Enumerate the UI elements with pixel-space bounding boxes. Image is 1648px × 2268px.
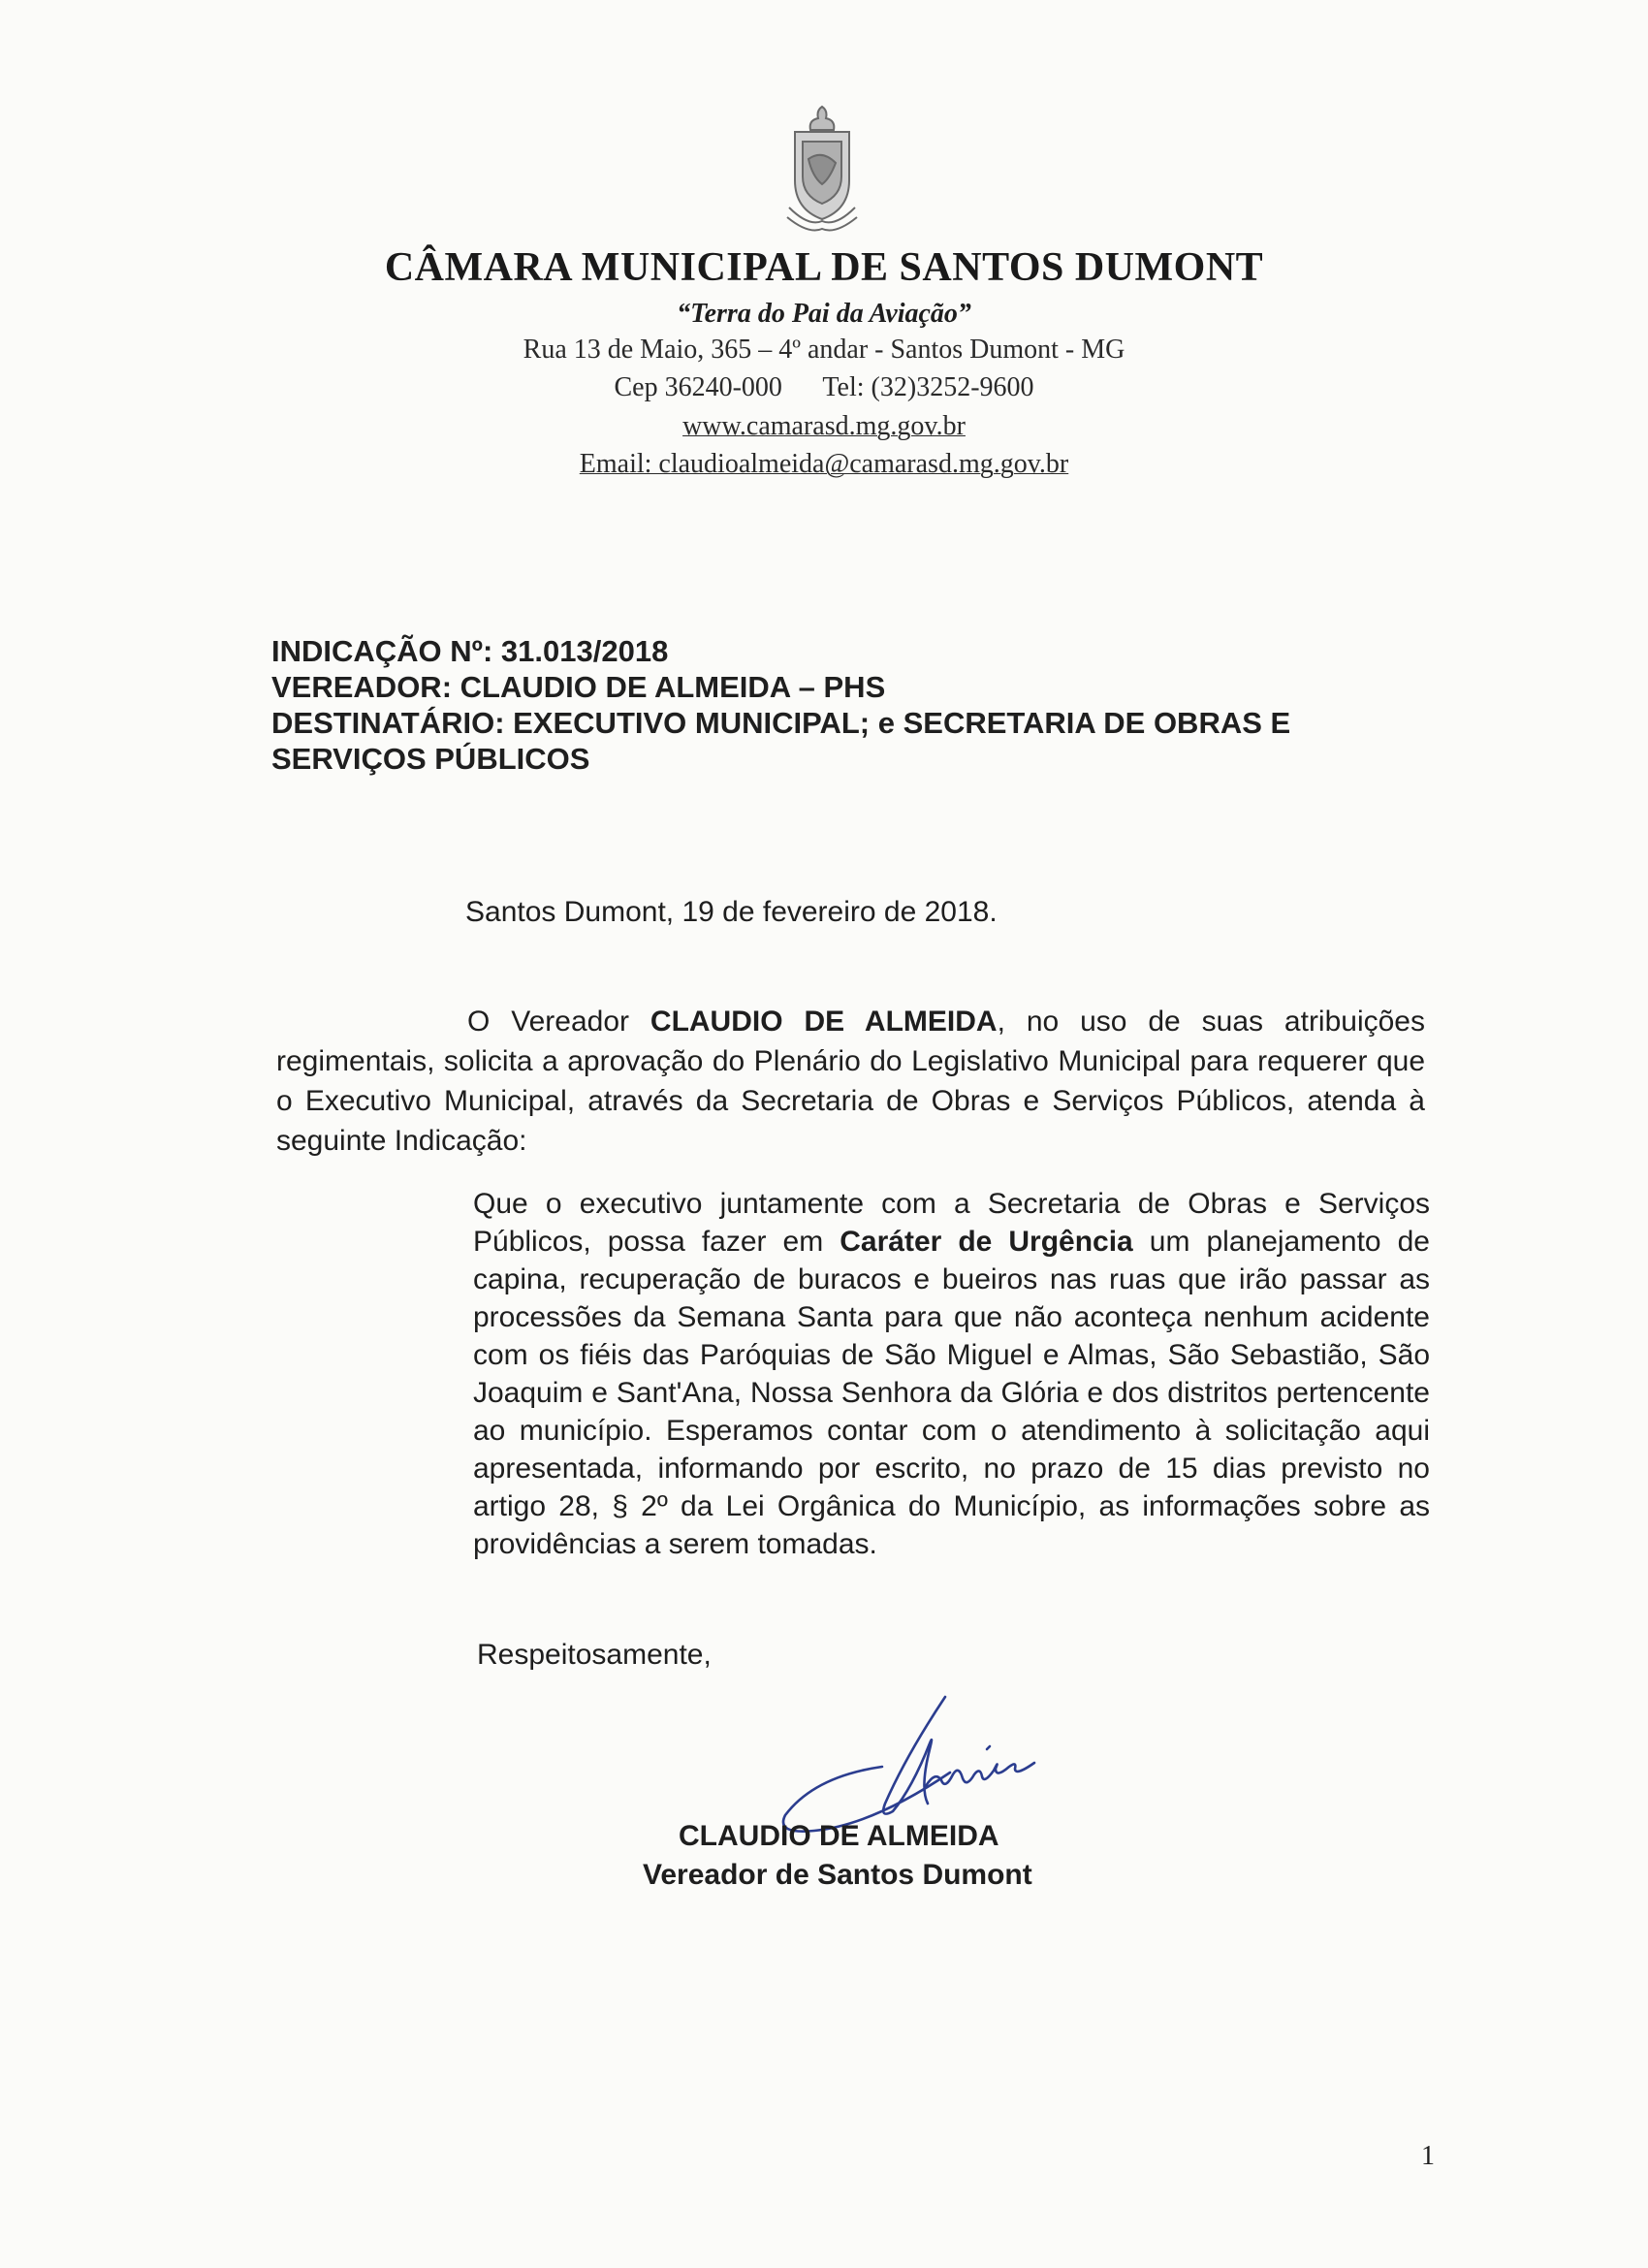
closing-salutation: Respeitosamente, bbox=[477, 1639, 712, 1671]
address-line: Rua 13 de Maio, 365 – 4º andar - Santos Dumont - MG bbox=[523, 335, 1125, 365]
destinatario-line: DESTINATÁRIO: EXECUTIVO MUNICIPAL; e SECRETARIA DE OBRAS E bbox=[271, 706, 1291, 740]
website-link[interactable]: www.camarasd.mg.gov.br bbox=[682, 411, 966, 441]
vereador-line: VEREADOR: CLAUDIO DE ALMEIDA – PHS bbox=[271, 670, 886, 704]
signatory-name: CLAUDIO DE ALMEIDA bbox=[679, 1820, 999, 1852]
email-link[interactable]: Email: claudioalmeida@camarasd.mg.gov.br bbox=[579, 449, 1069, 479]
document-date: Santos Dumont, 19 de fevereiro de 2018. bbox=[465, 896, 998, 928]
intro-paragraph: O Vereador CLAUDIO DE ALMEIDA, no uso de suas atribuições regimentais, solicita a aprovação do Plenário do Legislativo Municipal para requerer que o Executivo Municipal, através da Secretaria de Obras e Serviços Públicos, atenda à seguinte Indicação: bbox=[276, 1006, 1425, 1157]
institution-title: CÂMARA MUNICIPAL DE SANTOS DUMONT bbox=[384, 245, 1264, 290]
municipal-coat-of-arms-icon bbox=[783, 101, 861, 237]
request-paragraph: Que o executivo juntamente com a Secretaria de Obras e Serviços Públicos, possa fazer em Caráter de Urgência um planejamento de capina, recuperação de buracos e bueiros nas ruas que irão passar as processões da Semana Santa para que não aconteça nenhum acidente com os fiéis das Paróquias de São Miguel e Almas, São Sebastião, São Joaquim e Sant'Ana, Nossa Senhora da Glória e dos distritos pertencente ao município. Esperamos contar com o atendimento à solicitação aqui apresentada, informando por escrito, no prazo de 15 dias previsto no artigo 28, § 2º da Lei Orgânica do Município, as informações sobre as providências a serem tomadas. bbox=[473, 1188, 1430, 1560]
page-number: 1 bbox=[1421, 2141, 1435, 2171]
destinatario-line-cont: SERVIÇOS PÚBLICOS bbox=[271, 742, 590, 776]
cep-phone-line: Cep 36240-000 Tel: (32)3252-9600 bbox=[614, 372, 1034, 402]
indicacao-number: INDICAÇÃO Nº: 31.013/2018 bbox=[271, 634, 669, 668]
urgency-emphasis: Caráter de Urgência bbox=[840, 1226, 1133, 1258]
institution-motto: “Terra do Pai da Aviação” bbox=[677, 299, 971, 329]
signatory-role: Vereador de Santos Dumont bbox=[643, 1859, 1032, 1891]
vereador-name: CLAUDIO DE ALMEIDA bbox=[650, 1006, 998, 1038]
